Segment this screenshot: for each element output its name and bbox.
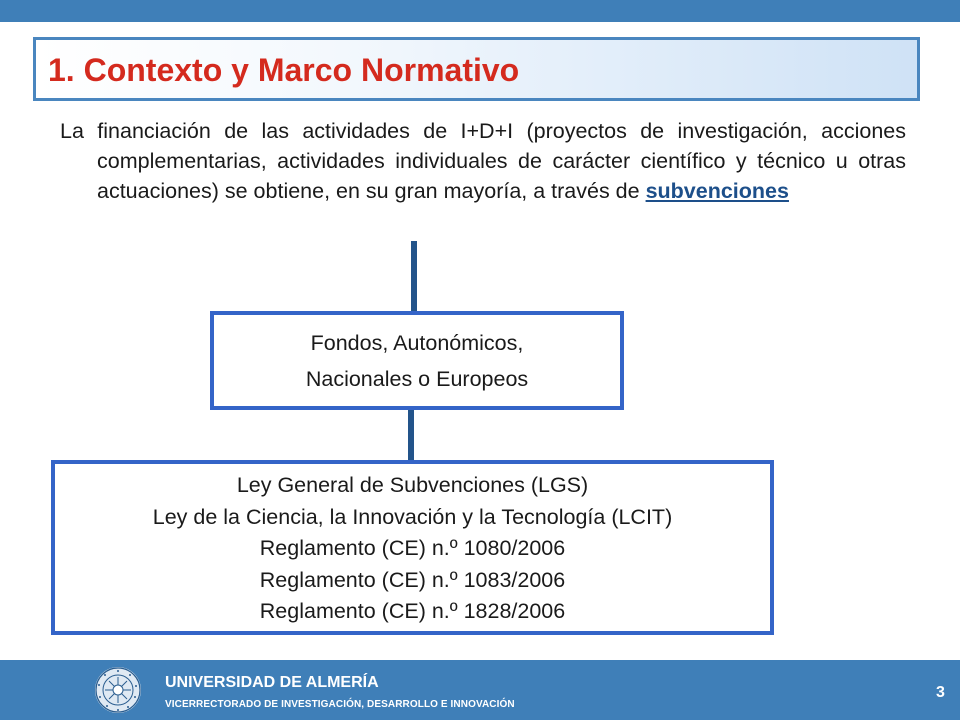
connector-bottom [408, 410, 414, 460]
page-number: 3 [936, 684, 945, 701]
department-name: VICERRECTORADO DE INVESTIGACIÓN, DESARROLLO E INNOVACIÓN [165, 699, 515, 710]
fondos-box [210, 311, 624, 410]
subvenciones-link[interactable]: subvenciones [645, 179, 789, 203]
university-name: UNIVERSIDAD DE ALMERÍA [165, 674, 379, 691]
intro-text: La financiación de las actividades de I+D+I (proyectos de investigación, acciones complementarias, actividades individuales de carácter científico y técnico u otras actuaciones) se obtiene, en su gran mayoría, a través de [60, 119, 906, 203]
normativa-box [51, 460, 774, 635]
normativa-line-1080: Reglamento (CE) n.º 1080/2006 [259, 536, 566, 560]
normativa-line-1828: Reglamento (CE) n.º 1828/2006 [259, 599, 566, 623]
connector-top [411, 241, 417, 311]
normativa-line-lcit: Ley de la Ciencia, la Innovación y la Tecnología (LCIT) [152, 504, 673, 529]
intro-paragraph [60, 116, 906, 206]
top-bar [0, 0, 960, 22]
title-banner [33, 37, 920, 101]
normativa-line-lgs: Ley General de Subvenciones (LGS) [236, 473, 589, 497]
university-seal-icon [90, 664, 146, 716]
fondos-line-1: Fondos, Autonómicos, [310, 331, 524, 355]
page-title: 1. Contexto y Marco Normativo [48, 52, 520, 88]
normativa-line-1083: Reglamento (CE) n.º 1083/2006 [259, 567, 566, 592]
fondos-line-2: Nacionales o Europeos [305, 367, 529, 391]
